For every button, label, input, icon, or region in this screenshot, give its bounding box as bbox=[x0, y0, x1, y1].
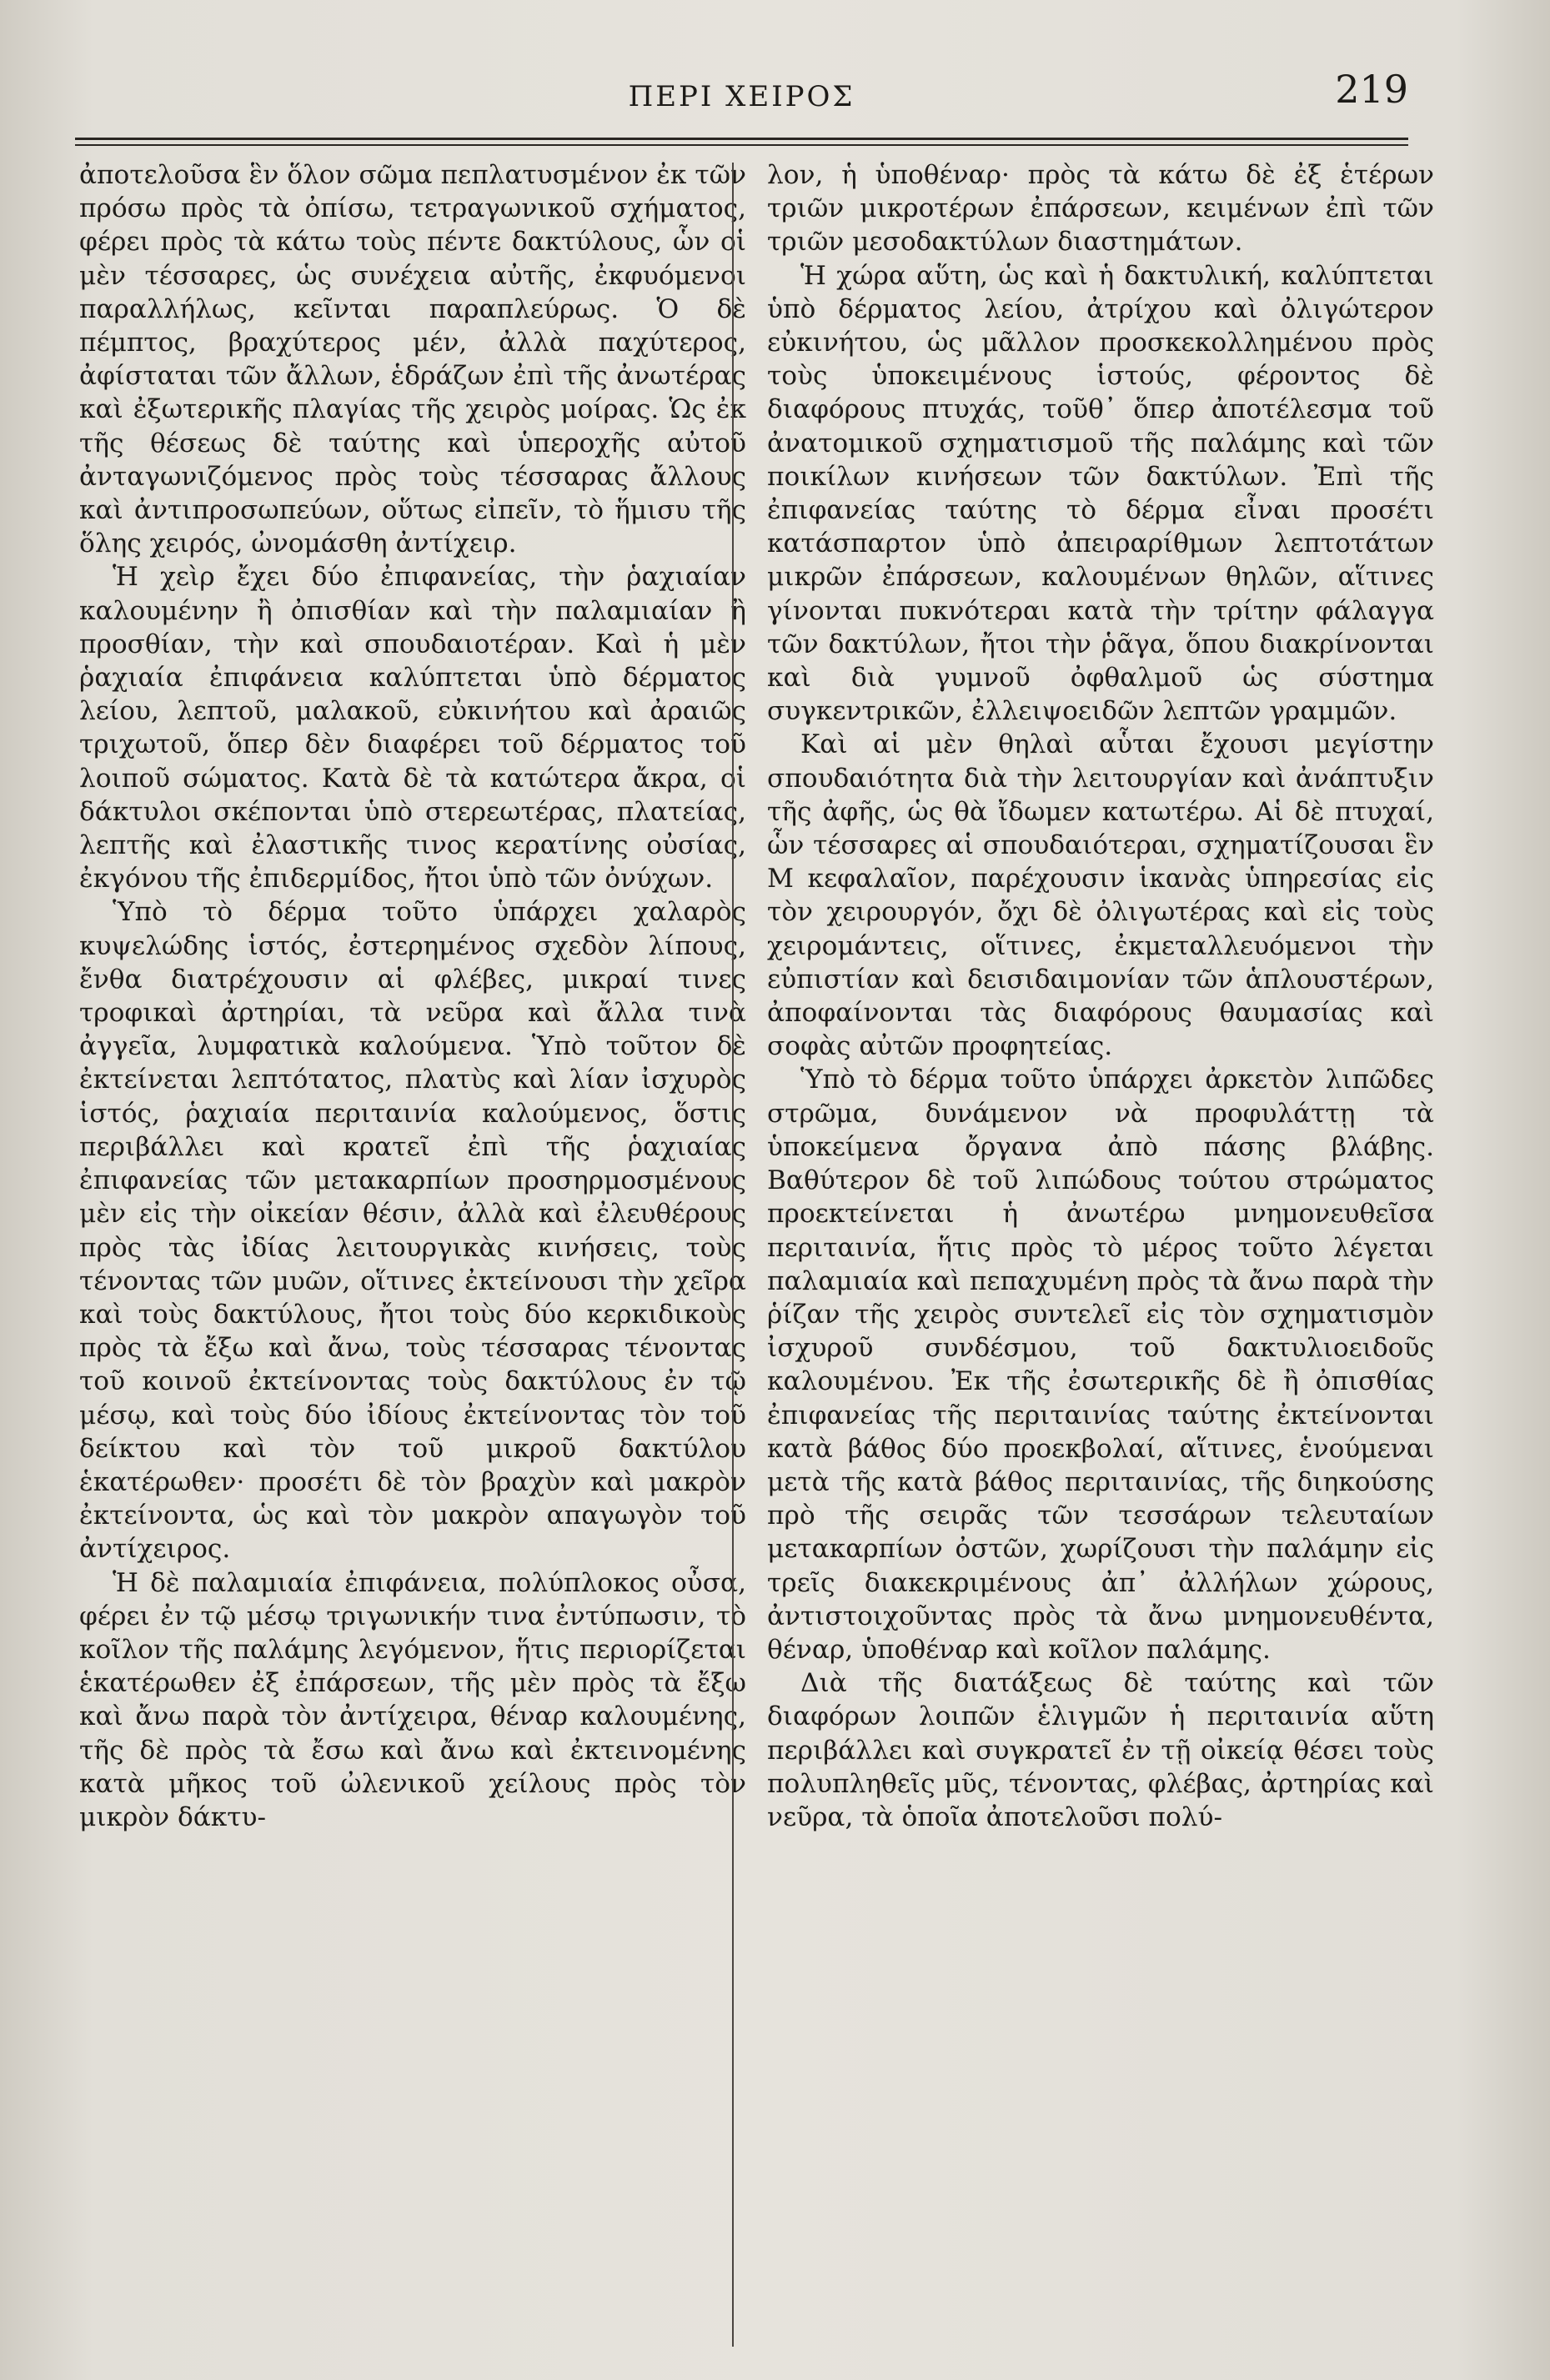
paragraph: Καὶ αἱ μὲν θηλαὶ αὗται ἔχουσι μεγίστην σπουδαιότητα διὰ τὴν λειτουργίαν καὶ ἀνάπτυξιν τῆς ἀφῆς, ὡς θὰ ἴδωμεν κατωτέρω. Αἱ δὲ πτυχαί, ὧν τέσσαρες αἱ σπουδαιότεραι, σχηματίζουσαι ἓν Μ κεφαλαῖον, παρέχουσιν ἱκανὰς ὑπηρεσίας εἰς τὸν χειρουργόν, ὄχι δὲ ὀλιγωτέρας καὶ εἰς τοὺς χειρομάντεις, οἵτινες, ἐκμεταλλευόμενοι τὴν εὐπιστίαν καὶ δεισιδαιμονίαν τῶν ἁπλουστέρων, ἀποφαίνονται τὰς διαφόρους θαυμασίας καὶ σοφὰς αὐτῶν προφητείας. bbox=[767, 729, 1434, 1062]
paragraph: Ὑπὸ τὸ δέρμα τοῦτο ὑπάρχει ἀρκετὸν λιπῶδες στρῶμα, δυνάμενον νὰ προφυλάττῃ τὰ ὑποκείμενα ὄργανα ἀπὸ πάσης βλάβης. Βαθύτερον δὲ τοῦ λιπώδους τούτου στρώματος προεκτείνεται ἡ ἀνωτέρω μνημονευθεῖσα περιταινία, ἥτις πρὸς τὸ μέρος τοῦτο λέγεται παλαμιαία καὶ πεπαχυμένη πρὸς τὰ ἄνω παρὰ τὴν ῥίζαν τῆς χειρὸς συντελεῖ εἰς τὸν σχηματισμὸν ἰσχυροῦ συνδέσμου, τοῦ δακτυλιοειδοῦς καλουμένου. Ἐκ τῆς ἐσωτερικῆς δὲ ἢ ὀπισθίας ἐπιφανείας τῆς περιταινίας ταύτης ἐκτείνονται κατὰ βάθος δύο προεκβολαί, αἵτινες, ἑνούμεναι μετὰ τῆς κατὰ βάθος περιταινίας, τῆς διηκούσης πρὸ τῆς σειρᾶς τῶν τεσσάρων τελευταίων μετακαρπίων ὀστῶν, χωρίζουσι τὴν παλάμην εἰς τρεῖς διακεκριμένους ἀπ᾽ ἀλλήλων χώρους, ἀντιστοιχοῦντας πρὸς τὰ ἄνω μνημονευθέντα, θέναρ, ὑποθέναρ καὶ κοῖλον παλάμης. bbox=[767, 1065, 1434, 1665]
page-header bbox=[75, 58, 1408, 133]
paragraph: Ἡ χεὶρ ἔχει δύο ἐπιφανείας, τὴν ῥαχιαίαν καλουμένην ἢ ὀπισθίαν καὶ τὴν παλαμιαίαν ἢ προσθίαν, τὴν καὶ σπουδαιοτέραν. Καὶ ἡ μὲν ῥαχιαία ἐπιφάνεια καλύπτεται ὑπὸ δέρματος λείου, λεπτοῦ, μαλακοῦ, εὐκινήτου καὶ ἀραιῶς τριχωτοῦ, ὅπερ δὲν διαφέρει τοῦ δέρματος τοῦ λοιποῦ σώματος. Κατὰ δὲ τὰ κατώτερα ἄκρα, οἱ δάκτυλοι σκέπονται ὑπὸ στερεωτέρας, πλατείας, λεπτῆς καὶ ἐλαστικῆς τινος κερατίνης οὐσίας, ἐκγόνου τῆς ἐπιδερμίδος, ἤτοι ὑπὸ τῶν ὀνύχων. bbox=[79, 562, 746, 894]
paragraph: Ἡ χώρα αὕτη, ὡς καὶ ἡ δακτυλική, καλύπτεται ὑπὸ δέρματος λείου, ἀτρίχου καὶ ὀλιγώτερον εὐκινήτου, ὡς μᾶλλον προσκεκολλημένου πρὸς τοὺς ὑποκειμένους ἱστούς, φέροντος δὲ διαφόρους πτυχάς, τοῦθ᾽ ὅπερ ἀποτέλεσμα τοῦ ἀνατομικοῦ σχηματισμοῦ τῆς παλάμης καὶ τῶν ποικίλων κινήσεων τῶν δακτύλων. Ἐπὶ τῆς ἐπιφανείας ταύτης τὸ δέρμα εἶναι προσέτι κατάσπαρτον ὑπὸ ἀπειραρίθμων λεπτοτάτων μικρῶν ἐπάρσεων, καλουμένων θηλῶν, αἵτινες γίνονται πυκνότεραι κατὰ τὴν τρίτην φάλαγγα τῶν δακτύλων, ἤτοι τὴν ῥᾶγα, ὅπου διακρίνονται καὶ διὰ γυμνοῦ ὀφθαλμοῦ ὡς σύστημα συγκεντρικῶν, ἐλλειψοειδῶν λεπτῶν γραμμῶν. bbox=[767, 260, 1434, 727]
paragraph: λον, ἡ ὑποθέναρ· πρὸς τὰ κάτω δὲ ἐξ ἑτέρων τριῶν μικροτέρων ἐπάρσεων, κειμένων ἐπὶ τῶν τριῶν μεσοδακτύλων διαστημάτων. bbox=[767, 160, 1434, 258]
column-divider bbox=[732, 163, 734, 2347]
paragraph: ἀποτελοῦσα ἓν ὅλον σῶμα πεπλατυσμένον ἐκ τῶν πρόσω πρὸς τὰ ὀπίσω, τετραγωνικοῦ σχήματος, φέρει πρὸς τὰ κάτω τοὺς πέντε δακτύλους, ὧν οἱ μὲν τέσσαρες, ὡς συνέχεια αὐτῆς, ἐκφυόμενοι παραλλήλως, κεῖνται παραπλεύρως. Ὁ δὲ πέμπτος, βραχύτερος μέν, ἀλλὰ παχύτερος, ἀφίσταται τῶν ἄλλων, ἑδράζων ἐπὶ τῆς ἀνωτέρας καὶ ἐξωτερικῆς πλαγίας τῆς χειρὸς μοίρας. Ὡς ἐκ τῆς θέσεως δὲ ταύτης καὶ ὑπεροχῆς αὐτοῦ ἀνταγωνιζόμενος πρὸς τοὺς τέσσαρας ἄλλους καὶ ἀντιπροσωπεύων, οὕτως εἰπεῖν, τὸ ἥμισυ τῆς ὅλης χειρός, ὠνομάσθη ἀντίχειρ. bbox=[79, 160, 746, 559]
header-rule bbox=[75, 138, 1408, 140]
paragraph: Διὰ τῆς διατάξεως δὲ ταύτης καὶ τῶν διαφόρων λοιπῶν ἑλιγμῶν ἡ περιταινία αὕτη περιβάλλει καὶ συγκρατεῖ ἐν τῇ οἰκείᾳ θέσει τοὺς πολυπληθεῖς μῦς, τένοντας, φλέβας, ἀρτηρίας καὶ νεῦρα, τὰ ὁποῖα ἀποτελοῦσι πολύ- bbox=[767, 1668, 1434, 1832]
paragraph: Ἡ δὲ παλαμιαία ἐπιφάνεια, πολύπλοκος οὖσα, φέρει ἐν τῷ μέσῳ τριγωνικήν τινα ἐντύπωσιν, τὸ κοῖλον τῆς παλάμης λεγόμενον, ἥτις περιορίζεται ἑκατέρωθεν ἐξ ἐπάρσεων, τῆς μὲν πρὸς τὰ ἔξω καὶ ἄνω παρὰ τὸν ἀντίχειρα, θέναρ καλουμένης, τῆς δὲ πρὸς τὰ ἔσω καὶ ἄνω καὶ ἐκτεινομένης κατὰ μῆκος τοῦ ὠλενικοῦ χείλους πρὸς τὸν μικρὸν δάκτυ- bbox=[79, 1567, 746, 1832]
left-column bbox=[79, 158, 746, 1834]
header-rule-secondary bbox=[75, 144, 1408, 146]
page-number: 219 bbox=[1335, 67, 1408, 112]
paragraph: Ὑπὸ τὸ δέρμα τοῦτο ὑπάρχει χαλαρὸς κυψελώδης ἱστός, ἐστερημένος σχεδὸν λίπους, ἔνθα διατρέχουσιν αἱ φλέβες, μικραί τινες τροφικαὶ ἀρτηρίαι, τὰ νεῦρα καὶ ἄλλα τινὰ ἀγγεῖα, λυμφατικὰ καλούμενα. Ὑπὸ τοῦτον δὲ ἐκτείνεται λεπτότατος, πλατὺς καὶ λίαν ἰσχυρὸς ἱστός, ῥαχιαία περιταινία καλούμενος, ὅστις περιβάλλει καὶ κρατεῖ ἐπὶ τῆς ῥαχιαίας ἐπιφανείας τῶν μετακαρπίων προσηρμοσμένους μὲν εἰς τὴν οἰκείαν θέσιν, ἀλλὰ καὶ ἐλευθέρους πρὸς τὰς ἰδίας λειτουργικὰς κινήσεις, τοὺς τένοντας τῶν μυῶν, οἵτινες ἐκτείνουσι τὴν χεῖρα καὶ τοὺς δακτύλους, ἤτοι τοὺς δύο κερκιδικοὺς πρὸς τὰ ἔξω καὶ ἄνω, τοὺς τέσσαρας τένοντας τοῦ κοινοῦ ἐκτείνοντας τοὺς δακτύλους ἐν τῷ μέσῳ, καὶ τοὺς δύο ἰδίους ἐκτείνοντας τὸν τοῦ δείκτου καὶ τὸν τοῦ μικροῦ δακτύλου ἑκατέρωθεν· προσέτι δὲ τὸν βραχὺν καὶ μακρὸν ἐκτείνοντα, ὡς καὶ τὸν μακρὸν απαγωγὸν τοῦ ἀντίχειρος. bbox=[79, 897, 746, 1565]
right-column bbox=[767, 158, 1434, 1834]
running-title: ΠΕΡΙ ΧΕΙΡΟΣ bbox=[628, 80, 855, 113]
